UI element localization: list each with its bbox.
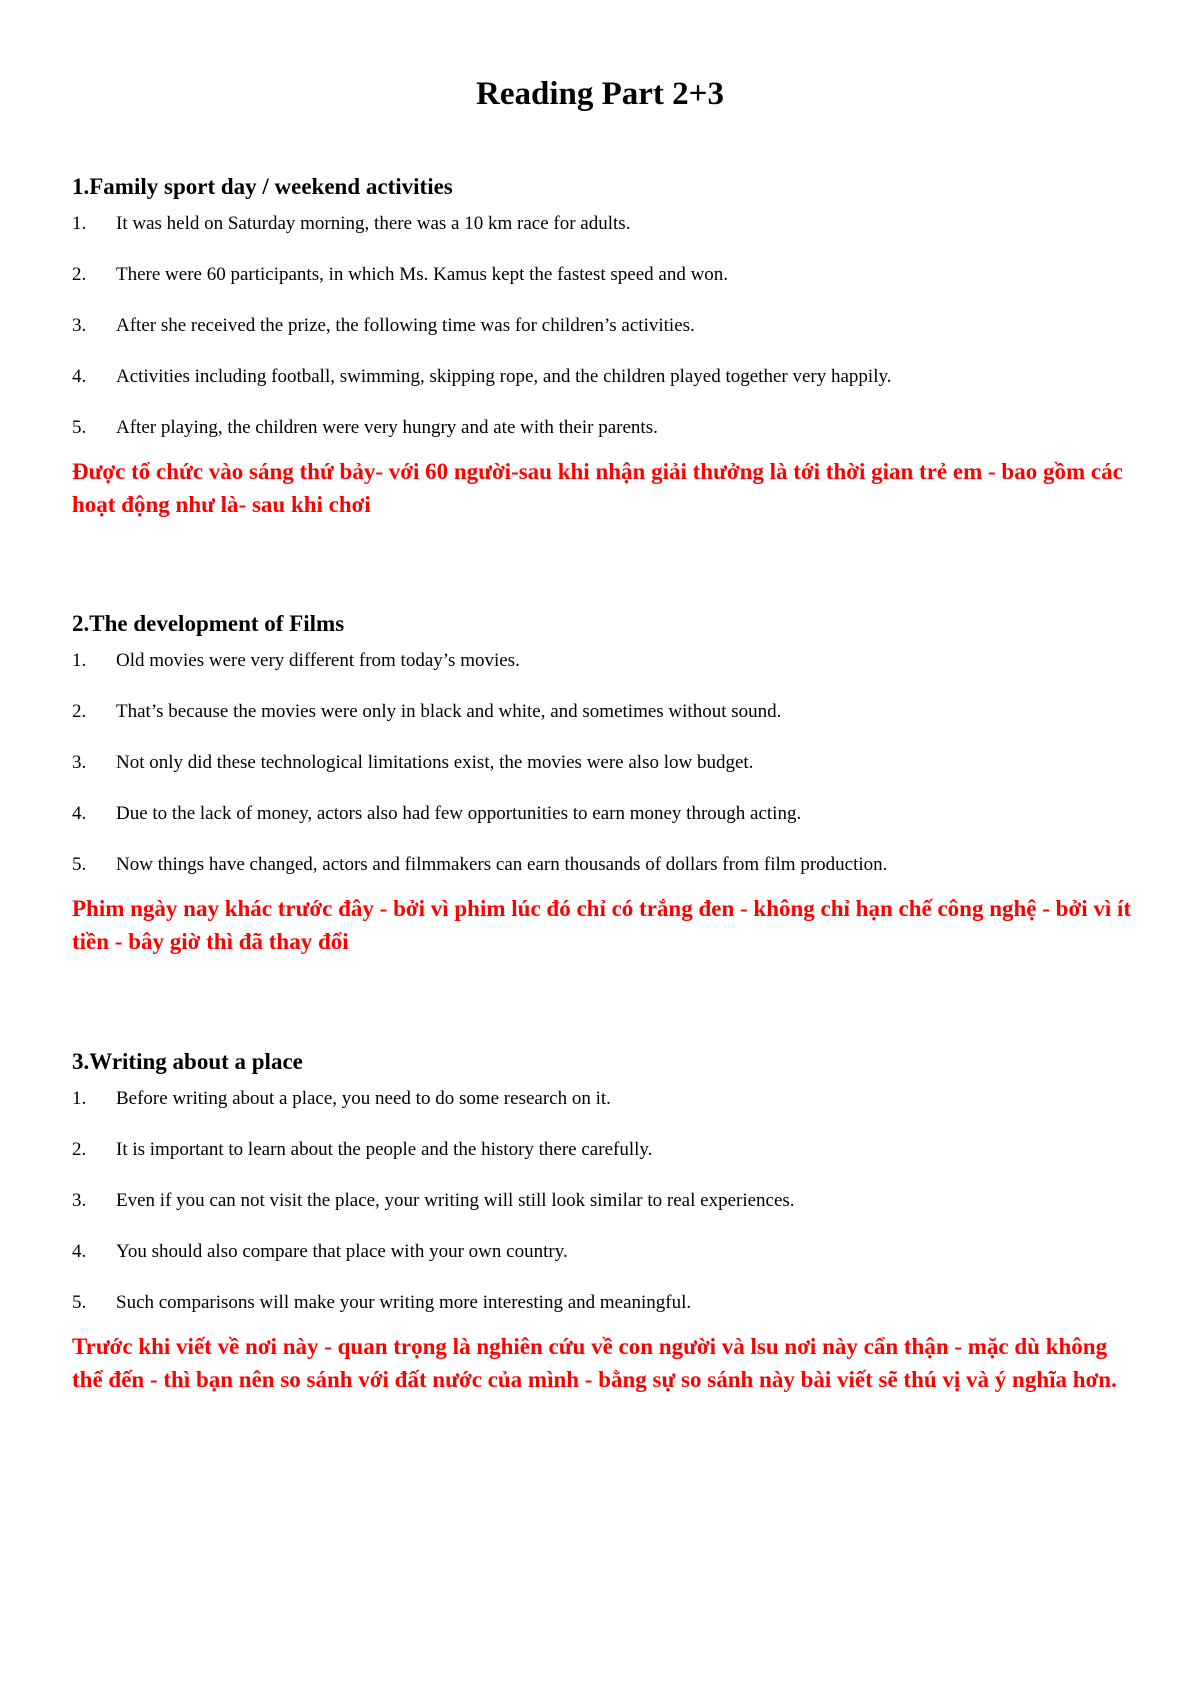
item-number: 3.: [72, 752, 87, 773]
item-number: 5.: [72, 854, 87, 875]
page-title: Reading Part 2+3: [476, 76, 724, 112]
item-number: 4.: [72, 803, 87, 824]
list-item: [72, 751, 1152, 775]
item-list: [72, 1087, 1152, 1315]
section-heading: 2.The development of Films: [72, 611, 345, 636]
list-item: [72, 263, 1152, 287]
list-item: [72, 314, 1152, 338]
section-heading: 1.Family sport day / weekend activities: [72, 174, 453, 199]
list-item: [72, 649, 1152, 673]
item-text: Due to the lack of money, actors also had few opportunities to earn money through acting.: [116, 803, 802, 824]
item-text: Before writing about a place, you need to do some research on it.: [116, 1088, 611, 1109]
list-item: [72, 1291, 1152, 1315]
item-text: After she received the prize, the following time was for children’s activities.: [116, 315, 695, 336]
item-number: 5.: [72, 1292, 87, 1313]
item-text: After playing, the children were very hungry and ate with their parents.: [116, 417, 658, 438]
item-number: 5.: [72, 417, 87, 438]
vietnamese-summary: Trước khi viết về nơi này - quan trọng là nghiên cứu về con người và lsu nơi này cẩn thận - mặc dù không thể đến - thì bạn nên so sánh với đất nước của mình - bằng sự so sánh này bài viết sẽ thú vị và ý nghĩa hơn.: [72, 1334, 1117, 1392]
item-text: Old movies were very different from today’s movies.: [116, 650, 520, 671]
item-number: 4.: [72, 1241, 87, 1262]
item-text: You should also compare that place with your own country.: [116, 1241, 568, 1262]
item-number: 3.: [72, 315, 87, 336]
item-number: 1.: [72, 213, 87, 234]
item-number: 1.: [72, 650, 87, 671]
vietnamese-summary: Được tổ chức vào sáng thứ bảy- với 60 người-sau khi nhận giải thưởng là tới thời gian trẻ em - bao gồm các hoạt động như là- sau khi chơi: [72, 459, 1123, 517]
list-item: [72, 212, 1152, 236]
list-item: [72, 1189, 1152, 1213]
item-number: 2.: [72, 701, 87, 722]
list-item: [72, 700, 1152, 724]
item-text: That’s because the movies were only in black and white, and sometimes without sound.: [116, 701, 782, 722]
item-number: 1.: [72, 1088, 87, 1109]
item-number: 2.: [72, 264, 87, 285]
list-item: [72, 853, 1152, 877]
item-text: It is important to learn about the people and the history there carefully.: [116, 1139, 653, 1160]
item-text: Such comparisons will make your writing more interesting and meaningful.: [116, 1292, 692, 1313]
list-item: [72, 802, 1152, 826]
list-item: [72, 1087, 1152, 1111]
item-number: 2.: [72, 1139, 87, 1160]
list-item: [72, 1138, 1152, 1162]
item-text: It was held on Saturday morning, there was a 10 km race for adults.: [116, 213, 631, 234]
item-text: Activities including football, swimming, skipping rope, and the children played together very happily.: [116, 366, 892, 387]
item-number: 4.: [72, 366, 87, 387]
vietnamese-summary: Phim ngày nay khác trước đây - bởi vì phim lúc đó chỉ có trắng đen - không chỉ hạn chế công nghệ - bởi vì ít tiền - bây giờ thì đã thay đổi: [72, 896, 1132, 954]
item-text: There were 60 participants, in which Ms. Kamus kept the fastest speed and won.: [116, 264, 729, 285]
list-item: [72, 416, 1152, 440]
item-number: 3.: [72, 1190, 87, 1211]
list-item: [72, 1240, 1152, 1264]
item-text: Even if you can not visit the place, your writing will still look similar to real experiences.: [116, 1190, 795, 1211]
section-development-of-films: [72, 609, 1152, 958]
section-family-sport-day: [72, 172, 1152, 521]
item-list: [72, 649, 1152, 877]
list-item: [72, 365, 1152, 389]
item-list: [72, 212, 1152, 440]
section-writing-about-a-place: [72, 1047, 1152, 1396]
item-text: Now things have changed, actors and filmmakers can earn thousands of dollars from film production.: [116, 854, 888, 875]
section-heading: 3.Writing about a place: [72, 1049, 303, 1074]
item-text: Not only did these technological limitations exist, the movies were also low budget.: [116, 752, 754, 773]
